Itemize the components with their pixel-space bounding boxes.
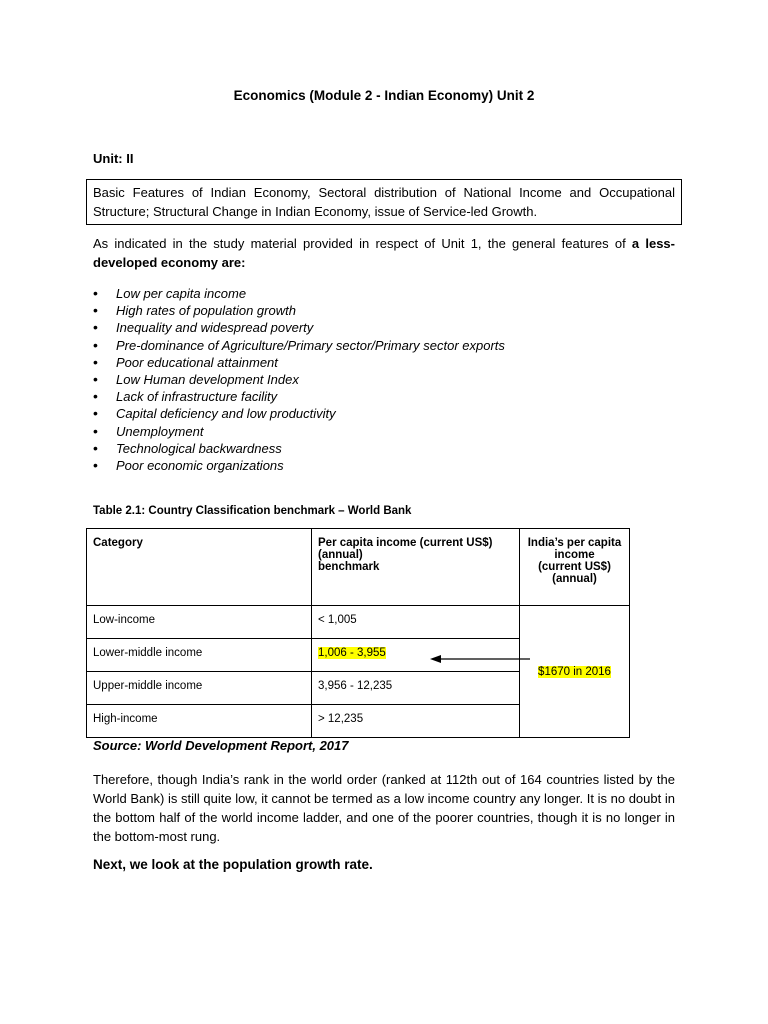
unit-label: Unit: II xyxy=(93,151,134,166)
intro-text: As indicated in the study material provided in respect of Unit 1, the general features of xyxy=(93,236,632,251)
rank-paragraph: Therefore, though India’s rank in the world order (ranked at 112th out of 164 countries listed by the World Bank) is still quite low, it cannot be termed as a low income country any longer. It is no doubt in the bottom half of the world income ladder, and one of the poorer countries, though it is no longer in the bottom-most rung. xyxy=(93,772,675,844)
list-item: • Lack of infrastructure facility xyxy=(93,388,653,405)
row-category: Low-income xyxy=(87,606,312,639)
header-benchmark xyxy=(312,529,520,606)
list-item: • Low per capita income xyxy=(93,285,653,302)
row-category: Lower-middle income xyxy=(87,639,312,672)
header-benchmark-line: (annual) xyxy=(318,549,363,561)
header-india-line: India’s per capita xyxy=(527,537,622,549)
table-caption: Table 2.1: Country Classification benchmark – World Bank xyxy=(93,505,412,517)
classification-table xyxy=(86,528,630,738)
row-benchmark: > 12,235 xyxy=(312,705,520,738)
list-item: • Capital deficiency and low productivity xyxy=(93,405,653,422)
header-india-line: (current US$) xyxy=(538,561,611,573)
header-india-line: income xyxy=(554,549,595,561)
list-item: • Poor educational attainment xyxy=(93,354,653,371)
intro-bold-text: a less-developed economy are: xyxy=(93,236,675,270)
arrow-left-icon xyxy=(430,652,530,666)
intro-paragraph xyxy=(93,234,675,272)
list-item: • Unemployment xyxy=(93,423,653,440)
header-category: Category xyxy=(87,529,312,606)
header-india-line: (annual) xyxy=(552,573,597,585)
header-benchmark-line: benchmark xyxy=(318,561,380,573)
unit-topics-box: Basic Features of Indian Economy, Sectoral distribution of National Income and Occupational Structure; Structural Change in Indian Economy, issue of Service-led Growth. xyxy=(86,179,682,225)
list-item: • Pre-dominance of Agriculture/Primary sector/Primary sector exports xyxy=(93,337,653,354)
features-list xyxy=(93,285,653,474)
india-value-cell xyxy=(520,606,630,738)
table-header-row xyxy=(87,529,630,606)
page-title: Economics (Module 2 - Indian Economy) Unit 2 xyxy=(233,88,535,103)
list-item: • Inequality and widespread poverty xyxy=(93,319,653,336)
row-category: Upper-middle income xyxy=(87,672,312,705)
row-category: High-income xyxy=(87,705,312,738)
header-benchmark-line: Per capita income (current US$) xyxy=(318,537,493,549)
row-benchmark: < 1,005 xyxy=(312,606,520,639)
list-item: • High rates of population growth xyxy=(93,302,653,319)
india-value: $1670 in 2016 xyxy=(538,665,611,678)
header-india xyxy=(520,529,630,606)
row-benchmark: 3,956 - 12,235 xyxy=(312,672,520,705)
list-item: • Low Human development Index xyxy=(93,371,653,388)
list-item: • Technological backwardness xyxy=(93,440,653,457)
highlighted-benchmark: 1,006 - 3,955 xyxy=(318,647,386,659)
next-section-text: Next, we look at the population growth rate. xyxy=(93,857,373,872)
table-row xyxy=(87,606,630,639)
source-note: Source: World Development Report, 2017 xyxy=(93,738,349,753)
list-item: • Poor economic organizations xyxy=(93,457,653,474)
